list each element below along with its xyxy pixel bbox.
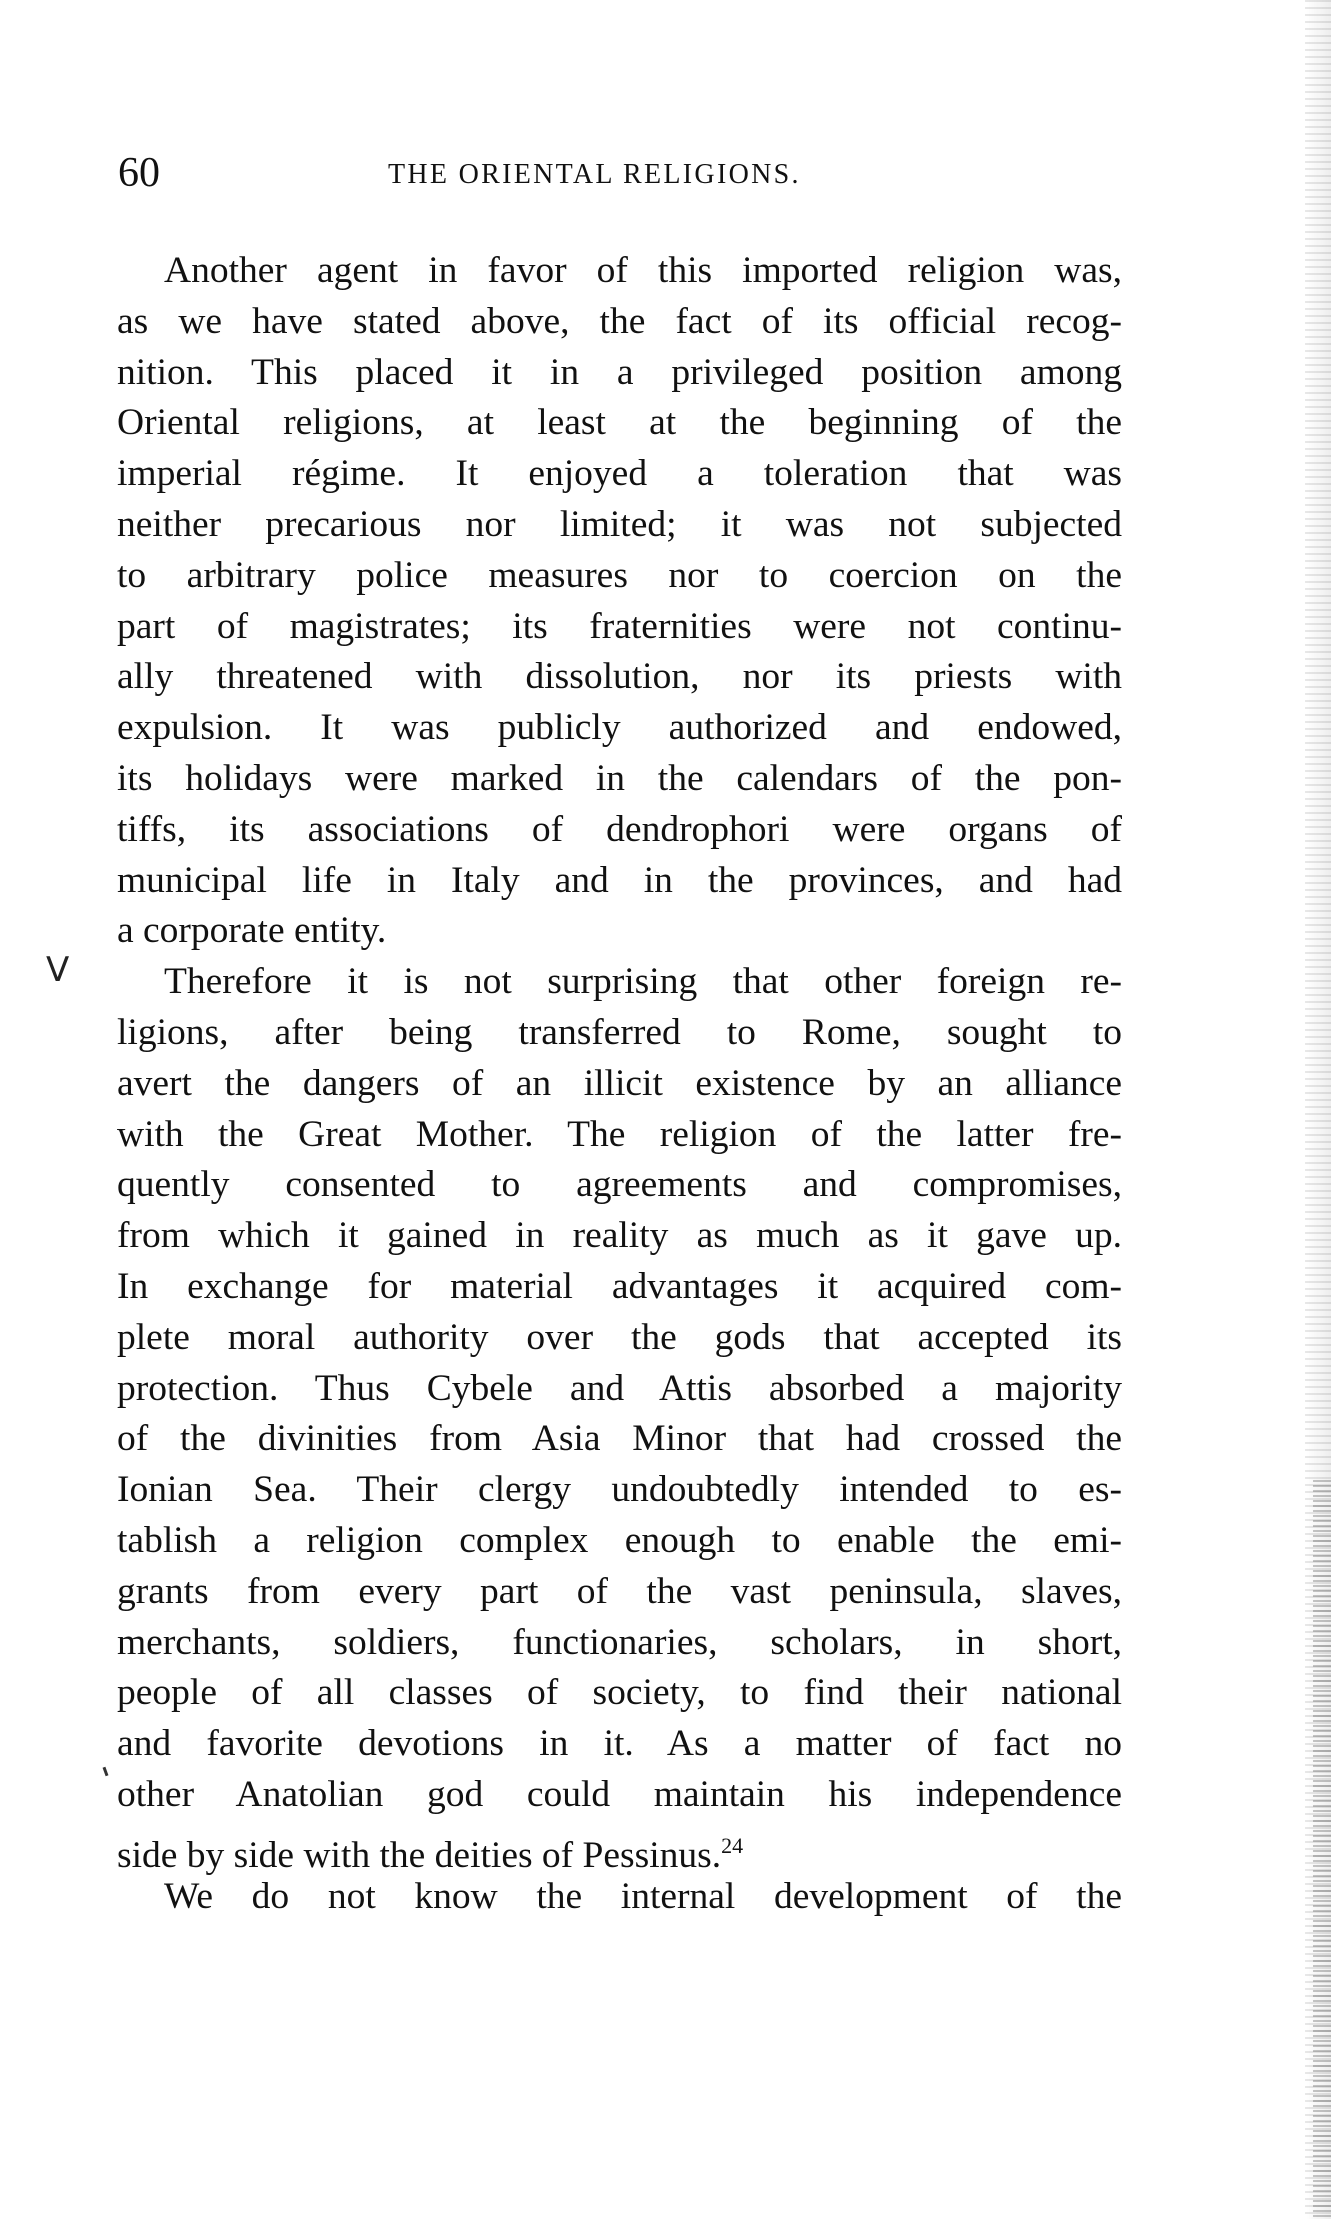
text-line: municipal life in Italy and in the provinces, and had — [117, 859, 1122, 901]
text-line: neither precarious nor limited; it was not subjected — [117, 503, 1122, 545]
footnote-reference[interactable]: 24 — [721, 1832, 744, 1858]
text-line: Another agent in favor of this imported religion was, — [164, 250, 1122, 291]
text-line: and favorite devotions in it. As a matter of fact no — [117, 1723, 1122, 1765]
margin-check-mark: V — [46, 950, 70, 990]
page-number: 60 — [118, 150, 160, 196]
text-line: expulsion. It was publicly authorized and endowed, — [117, 707, 1122, 749]
text-line: Oriental religions, at least at the beginning of the — [117, 402, 1122, 444]
text-line: protection. Thus Cybele and Attis absorbed a majority — [117, 1367, 1122, 1409]
text-line: with the Great Mother. The religion of the latter fre- — [117, 1113, 1122, 1155]
page-header — [0, 148, 1331, 198]
text-line: of the divinities from Asia Minor that had crossed the — [117, 1418, 1122, 1460]
text-line: quently consented to agreements and compromises, — [117, 1164, 1122, 1206]
text-line: Therefore it is not surprising that other foreign re- — [164, 961, 1122, 1003]
text-line: nition. This placed it in a privileged position among — [117, 351, 1122, 393]
text-line: avert the dangers of an illicit existence by an alliance — [117, 1062, 1122, 1104]
body-text — [117, 246, 1122, 1922]
text-line: tablish a religion complex enough to enable the emi- — [117, 1519, 1122, 1561]
text-line: to arbitrary police measures nor to coercion on the — [117, 554, 1122, 596]
margin-tick-mark — [103, 1767, 109, 1776]
running-title: THE ORIENTAL RELIGIONS. — [388, 159, 801, 190]
page-edge-texture — [1313, 1480, 1331, 2219]
text-line: a corporate entity. — [117, 910, 387, 952]
text-line: part of magistrates; its fraternities were not continu- — [117, 605, 1122, 647]
text-line: its holidays were marked in the calendars of the pon- — [117, 757, 1122, 799]
text-line: ally threatened with dissolution, nor its priests with — [117, 656, 1122, 698]
text-line: side by side with the deities of Pessinus. — [117, 1834, 722, 1876]
text-line: plete moral authority over the gods that accepted its — [117, 1316, 1122, 1358]
text-line-with-footnote — [117, 1821, 1122, 1876]
text-line: tiffs, its associations of dendrophori were organs of — [117, 808, 1122, 850]
text-line: people of all classes of society, to find their national — [117, 1672, 1122, 1714]
text-line: merchants, soldiers, functionaries, scholars, in short, — [117, 1621, 1122, 1663]
text-line: In exchange for material advantages it acquired com- — [117, 1265, 1122, 1307]
text-line: as we have stated above, the fact of its official recog- — [117, 300, 1122, 342]
text-line: grants from every part of the vast peninsula, slaves, — [117, 1570, 1122, 1612]
text-line: We do not know the internal development of the — [164, 1875, 1122, 1917]
text-line: ligions, after being transferred to Rome, sought to — [117, 1011, 1122, 1053]
text-line: Ionian Sea. Their clergy undoubtedly intended to es- — [117, 1469, 1122, 1511]
text-line: from which it gained in reality as much as it gave up. — [117, 1215, 1122, 1257]
text-line: other Anatolian god could maintain his independence — [117, 1773, 1122, 1815]
text-line: imperial régime. It enjoyed a toleration that was — [117, 453, 1122, 495]
